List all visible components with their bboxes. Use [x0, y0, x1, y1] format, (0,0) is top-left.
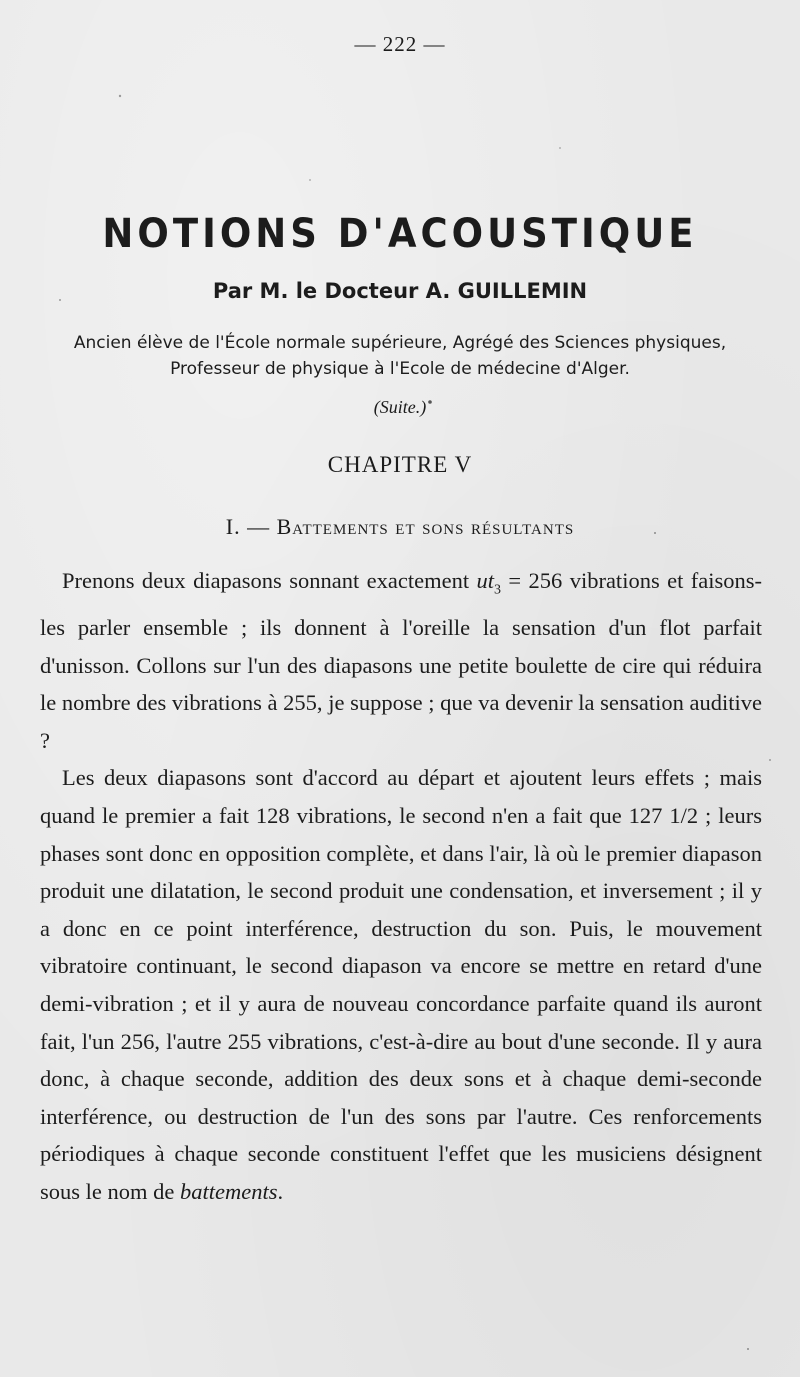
- formula-ut: ut: [476, 568, 495, 593]
- chapter-heading: CHAPITRE V: [327, 452, 473, 477]
- paragraph-2-end: .: [277, 1179, 284, 1204]
- paragraph-2-main: Les deux diapasons sont d'accord au départ et ajoutent leurs effets ; mais quand le premier a fait 128 vibrations, le second n'en a fait que 127 1/2 ; leurs phases sont donc en opposition complète, et dans l'air, là où le premier diapason produit une dilatation, le second produit une condensation, et inversement ; il y a donc en ce point interférence, destruction du son. Puis, le mouvement vibratoire continuant, le second diapason va encore se mettre en retard d'une demi-vibration ; et il y aura de nouveau concordance parfaite quand ils auront fait, l'un 256, l'autre 255 vibrations, c'est-à-dire au bout d'une seconde. Il y aura donc, à chaque seconde, addition des deux sons et à chaque demi-seconde interférence, ou destruction de l'un des sons par l'autre. Ces renforcements périodiques à chaque seconde constituent l'effet que les musiciens désignent sous le nom de: [40, 765, 762, 1204]
- paragraph-1: [40, 562, 762, 759]
- term-battements: battements: [180, 1179, 278, 1204]
- paragraph-2: [40, 759, 762, 1210]
- author-line: Par M. le Docteur A. GUILLEMIN: [212, 279, 588, 303]
- section-heading: I. — Battements et sons résultants: [225, 514, 575, 539]
- formula-subscript: 3: [494, 582, 502, 598]
- continued-label: (Suite.): [373, 397, 427, 417]
- body-text: [40, 562, 762, 1211]
- author-credentials: [30, 330, 770, 382]
- article-title: NOTIONS D'ACOUSTIQUE: [102, 210, 698, 257]
- credentials-line-2: Professeur de physique à l'Ecole de médecine d'Alger.: [170, 359, 630, 379]
- paragraph-1-start: Prenons deux diapasons sonnant exactement: [62, 568, 477, 593]
- paragraph-1-rest: = 256 vibrations et faisons-les parler ensemble ; ils donnent à l'oreille la sensation d'un flot parfait d'unisson. Collons sur l'un des diapasons une petite boulette de cire qui réduira le nombre des vibrations à 255, je suppose ; que va devenir la sensation auditive ?: [40, 568, 763, 753]
- page-number: — 222 —: [354, 32, 446, 56]
- credentials-line-1: Ancien élève de l'École normale supérieure, Agrégé des Sciences physiques,: [73, 333, 727, 353]
